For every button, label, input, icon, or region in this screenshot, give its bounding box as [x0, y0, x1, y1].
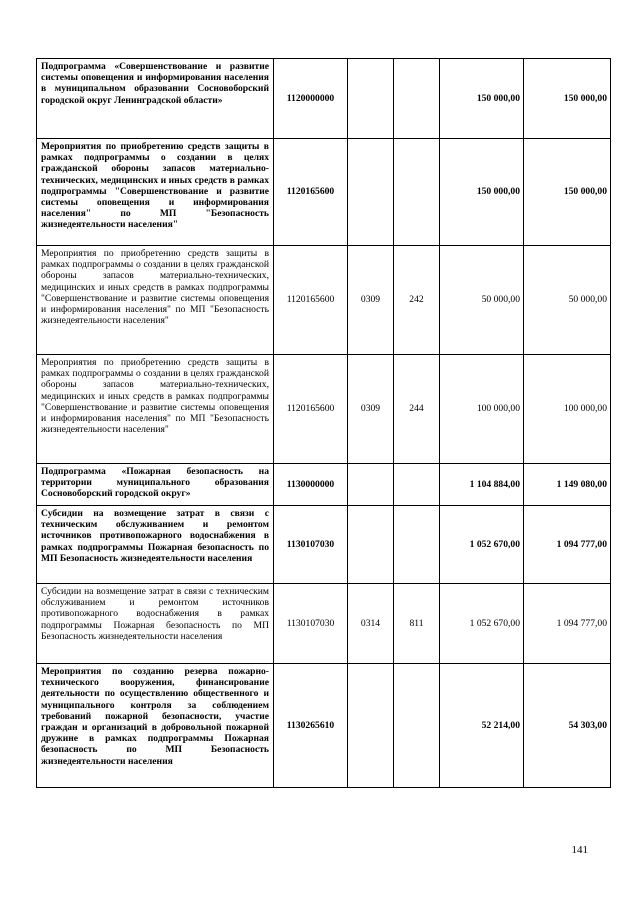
- row-section-cell: [348, 139, 394, 246]
- budget-table: [36, 58, 611, 788]
- row-code-cell: 1120165600: [274, 139, 348, 246]
- row-amount2-cell: 1 094 777,00: [524, 506, 611, 584]
- table-row: [37, 464, 611, 506]
- row-amount1-cell: 150 000,00: [440, 59, 524, 139]
- row-amount1-cell: 150 000,00: [440, 139, 524, 246]
- row-type-cell: [394, 664, 440, 788]
- row-section-cell: 0309: [348, 355, 394, 464]
- row-type-cell: 811: [394, 584, 440, 664]
- row-amount2-cell: 100 000,00: [524, 355, 611, 464]
- row-section-cell: [348, 664, 394, 788]
- row-code-cell: 1120165600: [274, 246, 348, 355]
- row-name-cell: Субсидии на возмещение затрат в связи с техническим обслуживанием и ремонтом источников противопожарного водоснабжения в рамках подпрограммы Пожарная безопасность по МП Безопасность жизнедеятельности населения: [37, 506, 274, 584]
- table-row: [37, 139, 611, 246]
- row-type-cell: 242: [394, 246, 440, 355]
- row-type-cell: [394, 139, 440, 246]
- row-amount2-cell: 1 149 080,00: [524, 464, 611, 506]
- row-code-cell: 1120165600: [274, 355, 348, 464]
- row-code-cell: 1130000000: [274, 464, 348, 506]
- row-section-cell: [348, 506, 394, 584]
- row-amount1-cell: 100 000,00: [440, 355, 524, 464]
- row-section-cell: 0314: [348, 584, 394, 664]
- row-name-cell: Мероприятия по приобретению средств защиты в рамках подпрограммы о создании в целях гражданской обороны запасов материально-технических, медицинских и иных средств в рамках подпрограммы "Совершенствование и развитие системы оповещения и информирования населения" по МП "Безопасность жизнедеятельности населения": [37, 139, 274, 246]
- row-type-cell: [394, 464, 440, 506]
- row-section-cell: [348, 59, 394, 139]
- page-number: 141: [571, 844, 588, 856]
- row-amount1-cell: 1 052 670,00: [440, 506, 524, 584]
- table-row: [37, 664, 611, 788]
- row-code-cell: 1130107030: [274, 506, 348, 584]
- row-section-cell: [348, 464, 394, 506]
- row-amount2-cell: 1 094 777,00: [524, 584, 611, 664]
- row-name-cell: Подпрограмма «Совершенствование и развитие системы оповещения и информирования населения в муниципальном образовании Сосновоборский городской округ Ленинградской области»: [37, 59, 274, 139]
- row-amount1-cell: 52 214,00: [440, 664, 524, 788]
- row-name-cell: Мероприятия по приобретению средств защиты в рамках подпрограммы о создании в целях гражданской обороны запасов материально-технических, медицинских и иных средств в рамках подпрограммы "Совершенствование и развитие системы оповещения и информирования населения" по МП "Безопасность жизнедеятельности населения": [37, 246, 274, 355]
- row-code-cell: 1120000000: [274, 59, 348, 139]
- row-name-cell: Мероприятия по приобретению средств защиты в рамках подпрограммы о создании в целях гражданской обороны запасов материально-технических, медицинских и иных средств в рамках подпрограммы "Совершенствование и развитие системы оповещения и информирования населения" по МП "Безопасность жизнедеятельности населения": [37, 355, 274, 464]
- budget-table-body: [37, 59, 611, 788]
- table-row: [37, 59, 611, 139]
- row-type-cell: [394, 59, 440, 139]
- row-amount1-cell: 1 052 670,00: [440, 584, 524, 664]
- row-amount1-cell: 50 000,00: [440, 246, 524, 355]
- row-code-cell: 1130265610: [274, 664, 348, 788]
- row-name-cell: Подпрограмма «Пожарная безопасность на территории муниципального образования Сосновоборский городской округ»: [37, 464, 274, 506]
- row-code-cell: 1130107030: [274, 584, 348, 664]
- row-type-cell: [394, 506, 440, 584]
- row-name-cell: Субсидии на возмещение затрат в связи с техническим обслуживанием и ремонтом источников противопожарного водоснабжения в рамках подпрограммы Пожарная безопасность по МП Безопасность жизнедеятельности населения: [37, 584, 274, 664]
- row-amount1-cell: 1 104 884,00: [440, 464, 524, 506]
- table-row: [37, 246, 611, 355]
- row-name-cell: Мероприятия по созданию резерва пожарно-технического вооружения, финансирование деятельности по осуществлению общественного и муниципального контроля за соблюдением требований пожарной безопасности, участие граждан и организаций в добровольной пожарной дружине в рамках подпрограммы Пожарная безопасность по МП Безопасность жизнедеятельности населения: [37, 664, 274, 788]
- row-amount2-cell: 150 000,00: [524, 139, 611, 246]
- row-type-cell: 244: [394, 355, 440, 464]
- table-row: [37, 584, 611, 664]
- table-row: [37, 355, 611, 464]
- row-amount2-cell: 50 000,00: [524, 246, 611, 355]
- row-amount2-cell: 150 000,00: [524, 59, 611, 139]
- row-section-cell: 0309: [348, 246, 394, 355]
- table-row: [37, 506, 611, 584]
- row-amount2-cell: 54 303,00: [524, 664, 611, 788]
